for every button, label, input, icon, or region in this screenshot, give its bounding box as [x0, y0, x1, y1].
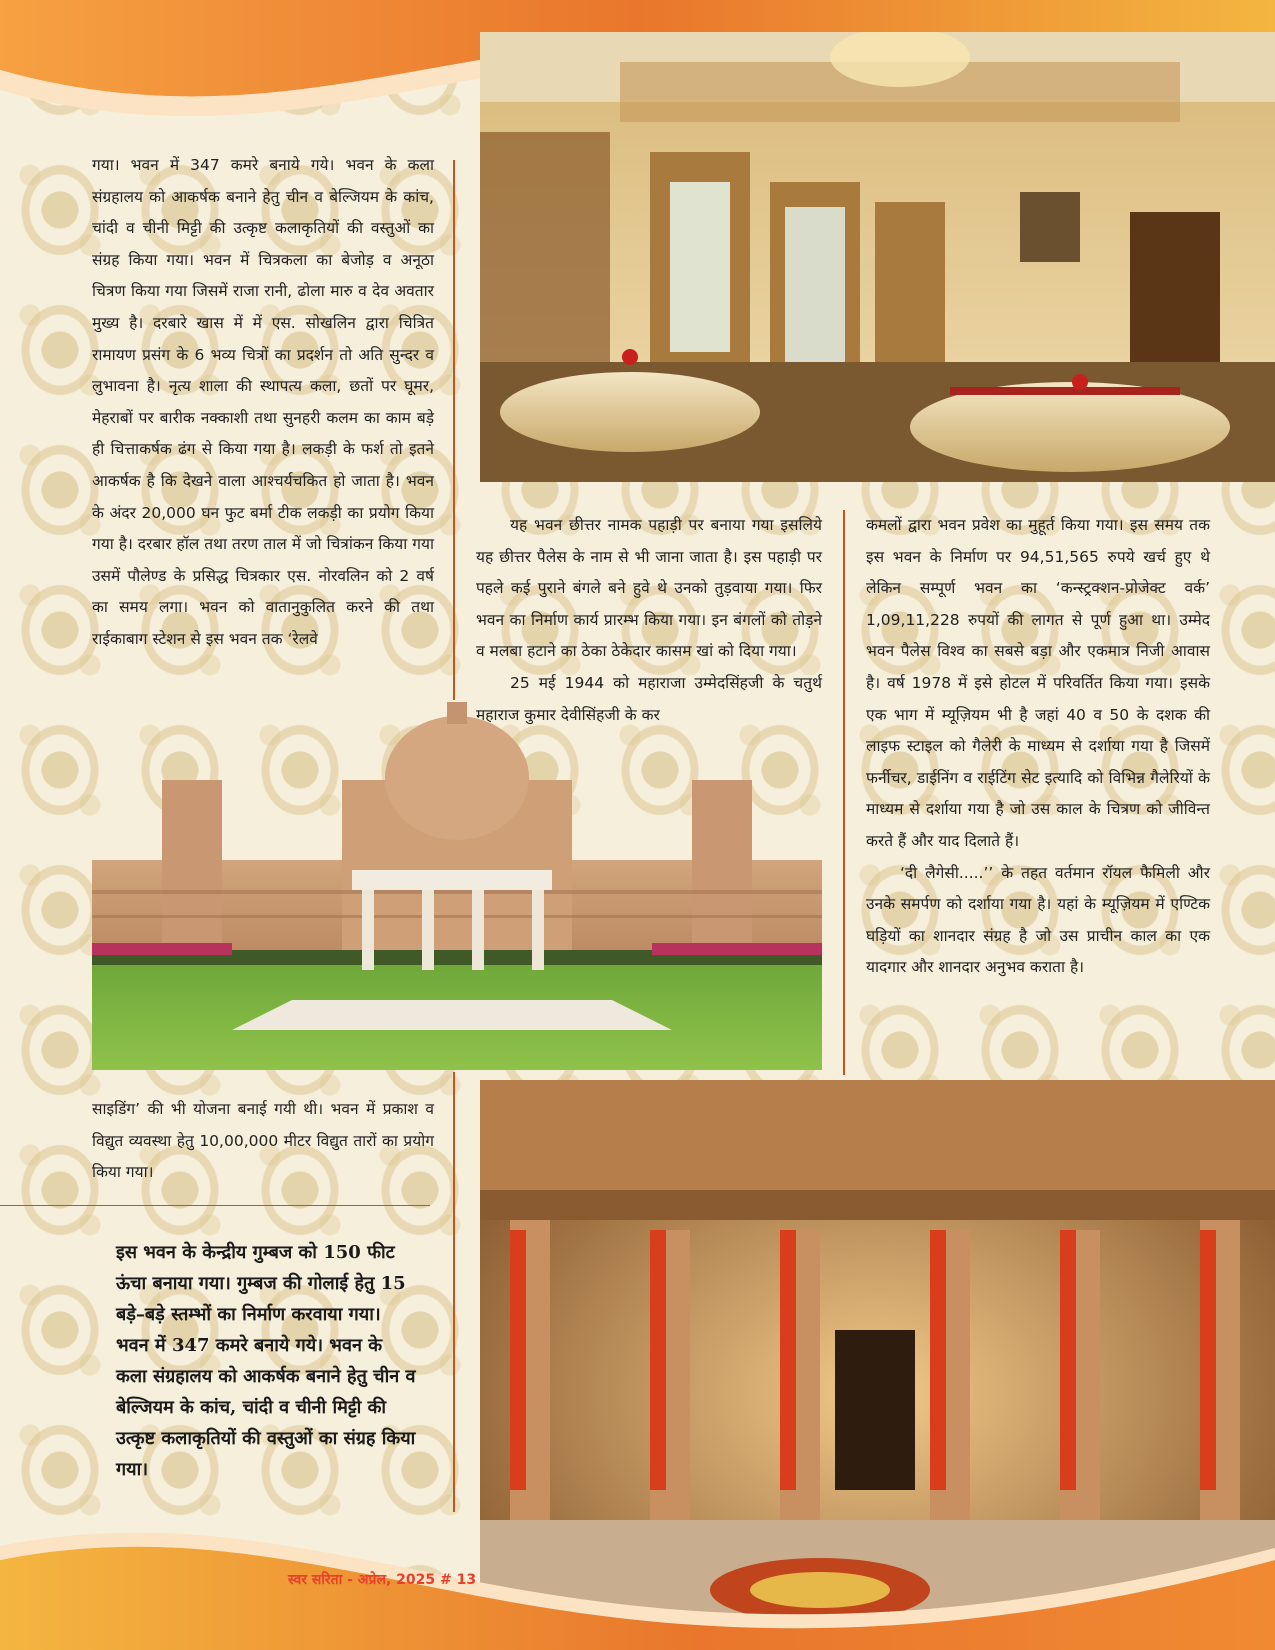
page-footer	[288, 1570, 476, 1589]
column-rule-left-top	[453, 160, 455, 700]
pullquote-divider	[0, 1205, 430, 1206]
article-paragraph: यह भवन छीत्तर नामक पहाड़ी पर बनाया गया इसलिये यह छीत्तर पैलेस के नाम से भी जाना जाता है। इस पहाड़ी पर पहले कई पुराने बंगले बने हुवे थे उनको तुड़वाया गया। फिर भवन का निर्माण कार्य प्रारम्भ किया गया। इन बंगलों को तोड़ने व मलबा हटाने का ठेका ठेकेदार कासम खां को दिया गया।	[476, 516, 822, 661]
page-number: # 13	[440, 1572, 477, 1588]
article-paragraph: 25 मई 1944 को महाराजा उम्मेदसिंहजी के चतुर्थ महाराज कुमार देवीसिंहजी के कर	[476, 673, 822, 724]
magazine-name: स्वर सरिता - अप्रेल, 2025	[288, 1572, 436, 1588]
article-paragraph: कमलों द्वारा भवन प्रवेश का मुहूर्त किया गया। इस समय तक इस भवन के निर्माण पर 94,51,565 रुपये खर्च हुए थे लेकिन सम्पूर्ण भवन का ‘कन्स्ट्रक्शन-प्रोजेक्ट वर्क’ 1,09,11,228 रुपयों की लागत से पूर्ण हुआ था। उम्मेद भवन पैलेस विश्व का सबसे बड़ा और एकमात्र निजी आवास है। वर्ष 1978 में इसे होटल में परिवर्तित किया गया। इसके एक भाग में म्यूज़ियम भी है जहां 40 व 50 के दशक की लाइफ स्टाइल को गैलेरी के माध्यम से दर्शाया गया है जिसमें फर्नीचर, डाईनिंग व राईटिंग सेट इत्यादि को विभिन्न गैलेरियों के माध्यम से दर्शाया गया है जो उस काल के चित्रण को जीविन्त करते हैं और याद दिलाते हैं।	[866, 516, 1210, 850]
column-rule-right	[843, 510, 845, 1075]
article-column-left-top	[92, 150, 434, 760]
pull-quote: इस भवन के केन्द्रीय गुम्बज को 150 फीट ऊंचा बनाया गया। गुम्बज की गोलाई हेतु 15 बड़े–बड़े स्तम्भों का निर्माण करवाया गया। भवन में 347 कमरे बनाये गये। भवन के कला संग्रहालय को आकर्षक बनाने हेतु चीन व बेल्जियम के कांच, चांदी व चीनी मिट्टी की उत्कृष्ट कलाकृतियों की वस्तुओं का संग्रह किया गया।	[116, 1242, 416, 1480]
dining-room-photo	[480, 32, 1275, 482]
article-column-left-bottom	[92, 1094, 434, 1189]
article-paragraph: गया। भवन में 347 कमरे बनाये गये। भवन के कला संग्रहालय को आकर्षक बनाने हेतु चीन व बेल्जियम के कांच, चांदी व चीनी मिट्टी की उत्कृष्ट कलाकृतियों की वस्तुओं का संग्रह किया गया। भवन में चित्रकला का बेजोड़ व अनूठा चित्रण किया गया जिसमें राजा रानी, ढोला मारु व देव अवतार मुख्य है। दरबारे खास में में एस. सोखलिन द्वारा चित्रित रामायण प्रसंग के 6 भव्य चित्रों का प्रदर्शन तो अति सुन्दर व लुभावना है। नृत्य शाला की स्थापत्य कला, छतों पर घूमर, मेहराबों पर बारीक नक्काशी तथा सुनहरी कलम का काम बड़े ही चित्ताकर्षक ढंग से किया गया है। लकड़ी के फर्श तो इतने आकर्षक है कि देखने वाला आश्चर्यचकित हो जाता है। भवन के अंदर 20,000 घन फुट बर्मा टीक लकड़ी का प्रयोग किया गया है। दरबार हॉल तथा तरण ताल में जो चित्रांकन किया गया उसमें पौलेण्ड के प्रसिद्ध चित्रकार एस. नोरवलिन को 2 वर्ष का समय लगा। भवन को वातानुकुलित करने की तथा राईकाबाग स्टेशन से इस भवन तक ‘रेलवे	[92, 156, 434, 648]
article-paragraph: ‘दी लैगेसी.....’’ के तहत वर्तमान रॉयल फैमिली और उनके समर्पण को दर्शाया गया है। यहां के म्यूज़ियम में एण्टिक घड़ियों का शानदार संग्रह है जो उस प्राचीन काल का एक यादगार और शानदार अनुभव कराता है।	[866, 863, 1210, 977]
column-rule-left-bottom	[453, 1072, 455, 1512]
article-column-right	[866, 510, 1210, 984]
bottom-wave-banner	[0, 1500, 1275, 1650]
article-column-middle	[476, 510, 822, 731]
article-paragraph: साइडिंग’ की भी योजना बनाई गयी थी। भवन में प्रकाश व विद्युत व्यवस्था हेतु 10,00,000 मीटर विद्युत तारों का प्रयोग किया गया।	[92, 1100, 434, 1182]
